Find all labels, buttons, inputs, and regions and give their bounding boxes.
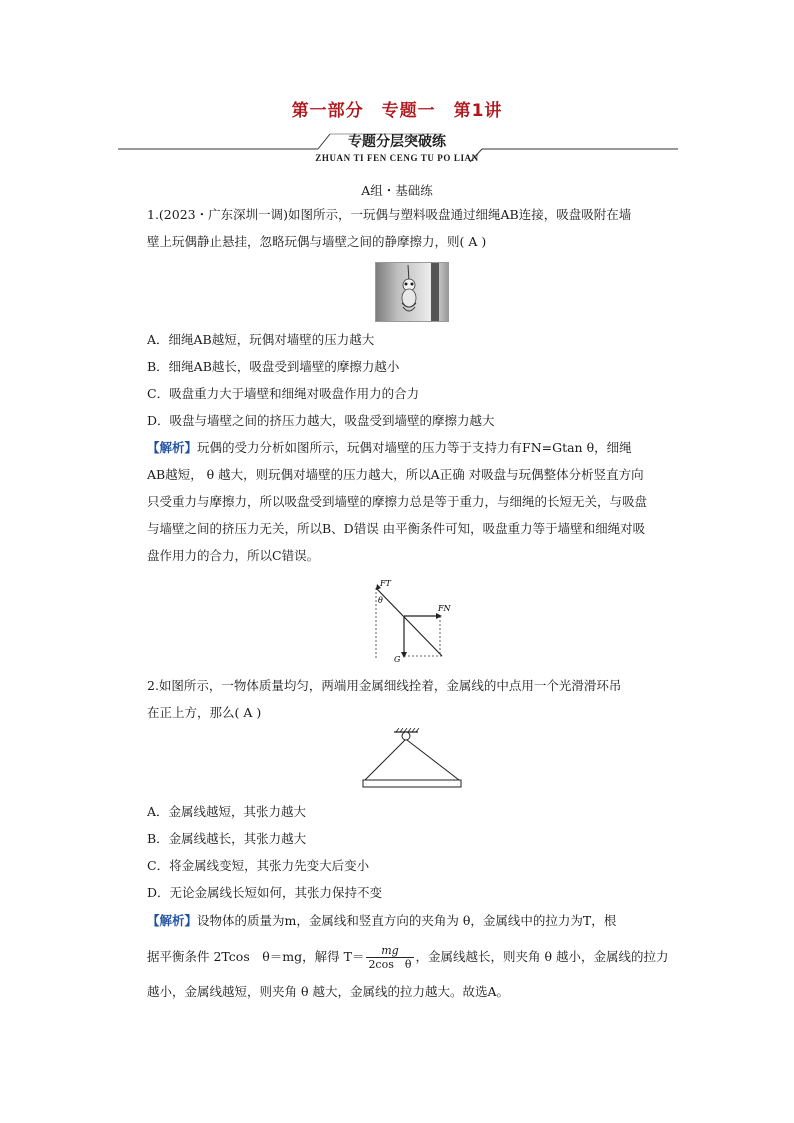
group-heading: A组・基础练 bbox=[361, 183, 433, 198]
doll-suction-cup-photo bbox=[375, 262, 449, 322]
q2-stem-line2: 在正上方，那么( A ) bbox=[147, 705, 262, 720]
analysis-tag: 【解析】 bbox=[147, 913, 198, 928]
q1-stem-line1: 1.(2023・广东深圳一调)如图所示，一玩偶与塑料吸盘通过细绳AB连接，吸盘吸附在墙 bbox=[147, 207, 632, 222]
analysis-text-post: ，金属线越长，则夹角 θ 越小，金属线的拉力 bbox=[415, 949, 669, 964]
q2-stem-line1: 2.如图所示，一物体质量均匀，两端用金属细线拴着，金属线的中点用一个光滑滑环吊 bbox=[147, 678, 622, 693]
q2-option-d: D．无论金属线长短如何，其张力保持不变 bbox=[147, 885, 383, 900]
q1-analysis-line4: 与墙壁之间的挤压力无关，所以B、D错误 由平衡条件可知，吸盘重力等于墙壁和细绳对吸 bbox=[147, 521, 646, 536]
analysis-text: 设物体的质量为m，金属线和竖直方向的夹角为 θ，金属线中的拉力为T，根 bbox=[197, 913, 617, 928]
q1-option-c: C．吸盘重力大于墙壁和细绳对吸盘作用力的合力 bbox=[147, 386, 420, 401]
q1-analysis-line3: 只受重力与摩擦力，所以吸盘受到墙壁的摩擦力总是等于重力，与细绳的长短无关，与吸盘 bbox=[147, 494, 648, 509]
q1-stem-line2: 壁上玩偶静止悬挂，忽略玩偶与墙壁之间的静摩擦力，则( A ) bbox=[147, 234, 487, 249]
hanging-bar-diagram bbox=[360, 728, 464, 792]
fraction-denominator: 2cos θ bbox=[368, 958, 412, 971]
analysis-text-pre: 据平衡条件 2Tcos θ＝mg，解得 T＝ bbox=[147, 949, 365, 964]
label-g: G bbox=[394, 655, 401, 664]
q1-analysis-line5: 盘作用力的合力，所以C错误。 bbox=[147, 548, 320, 563]
analysis-text: 玩偶的受力分析如图所示，玩偶对墙壁的压力等于支持力有FN=Gtan θ，细绳 bbox=[197, 440, 632, 455]
force-diagram bbox=[366, 576, 456, 666]
q1-analysis-line1 bbox=[147, 438, 632, 456]
q2-option-a: A．金属线越短，其张力越大 bbox=[147, 804, 307, 819]
page-title: 第一部分 专题一 第1讲 bbox=[291, 101, 503, 121]
q2-option-c: C．将金属线变短，其张力先变大后变小 bbox=[147, 858, 370, 873]
label-ft: FT bbox=[380, 579, 391, 588]
tension-fraction bbox=[366, 944, 413, 971]
analysis-tag: 【解析】 bbox=[147, 440, 198, 455]
section-banner-title: 专题分层突破练 bbox=[348, 134, 446, 150]
q2-analysis-line3: 越小，金属线越短，则夹角 θ 越大，金属线的拉力越大。故选A。 bbox=[147, 984, 510, 999]
q2-analysis-line1 bbox=[147, 911, 616, 929]
q2-option-b: B．金属线越长，其张力越大 bbox=[147, 831, 307, 846]
q2-analysis-line2 bbox=[147, 940, 668, 974]
label-fn: FN bbox=[438, 604, 451, 613]
label-theta: θ bbox=[378, 596, 383, 605]
q1-option-d: D．吸盘与墙壁之间的挤压力越大，吸盘受到墙壁的摩擦力越大 bbox=[147, 413, 495, 428]
fraction-numerator: mg bbox=[366, 944, 413, 958]
q1-analysis-line2: AB越短， θ 越大，则玩偶对墙壁的压力越大，所以A正确 对吸盘与玩偶整体分析竖直方向 bbox=[147, 467, 644, 482]
q1-option-a: A．细绳AB越短，玩偶对墙壁的压力越大 bbox=[147, 332, 375, 347]
q1-option-b: B．细绳AB越长，吸盘受到墙壁的摩擦力越小 bbox=[147, 359, 400, 374]
section-banner-pinyin: ZHUAN TI FEN CENG TU PO LIAN bbox=[315, 153, 479, 163]
